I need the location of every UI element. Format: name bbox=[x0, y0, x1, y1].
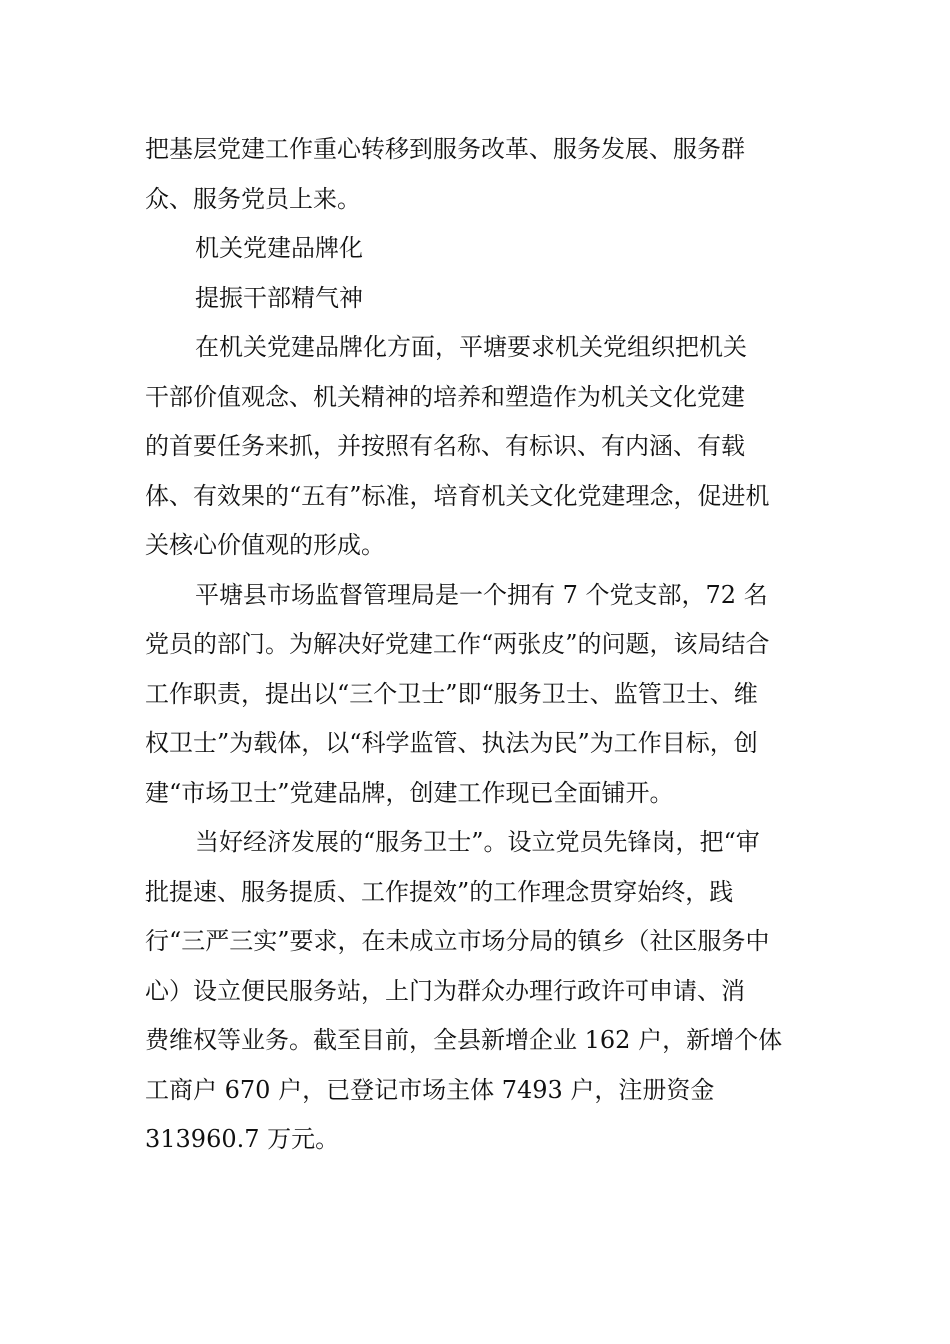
heading-line: 机关党建品牌化 bbox=[195, 234, 363, 262]
text-line: 干部价值观念、机关精神的培养和塑造作为机关文化党建 bbox=[145, 382, 745, 411]
text-line: 批提速、服务提质、工作提效”的工作理念贯穿始终，践 bbox=[145, 877, 734, 906]
text-line: 党员的部门。为解决好党建工作“两张皮”的问题，该局结合 bbox=[145, 630, 770, 658]
text-line: 心）设立便民服务站，上门为群众办理行政许可申请、消 bbox=[145, 976, 745, 1005]
text-line: 众、服务党员上来。 bbox=[145, 184, 361, 213]
text-line: 当好经济发展的“服务卫士”。设立党员先锋岗，把“审 bbox=[195, 828, 760, 856]
text-line: 费维权等业务。截至目前，全县新增企业 162 户，新增个体 bbox=[145, 1026, 783, 1054]
text-line: 体、有效果的“五有”标准，培育机关文化党建理念，促进机 bbox=[145, 481, 770, 510]
document-body bbox=[145, 125, 810, 1165]
text-line: 的首要任务来抓，并按照有名称、有标识、有内涵、有载 bbox=[145, 432, 745, 460]
paragraph bbox=[145, 323, 810, 571]
text-line: 工商户 670 户，已登记市场主体 7493 户，注册资金 bbox=[145, 1075, 715, 1104]
text-line: 313960.7 万元。 bbox=[145, 1125, 340, 1153]
section-heading bbox=[145, 274, 810, 324]
heading-line: 提振干部精气神 bbox=[195, 283, 363, 312]
text-line: 建“市场卫士”党建品牌，创建工作现已全面铺开。 bbox=[145, 778, 674, 807]
text-line: 把基层党建工作重心转移到服务改革、服务发展、服务群 bbox=[145, 135, 745, 163]
section-heading bbox=[145, 224, 810, 274]
paragraph bbox=[145, 818, 810, 1165]
text-line: 行“三严三实”要求，在未成立市场分局的镇乡（社区服务中 bbox=[145, 927, 770, 955]
text-line: 在机关党建品牌化方面，平塘要求机关党组织把机关 bbox=[195, 333, 747, 361]
paragraph bbox=[145, 125, 810, 224]
text-line: 关核心价值观的形成。 bbox=[145, 531, 385, 559]
text-line: 权卫士”为载体，以“科学监管、执法为民”为工作目标，创 bbox=[145, 729, 758, 757]
paragraph bbox=[145, 571, 810, 819]
text-line: 平塘县市场监督管理局是一个拥有 7 个党支部，72 名 bbox=[195, 580, 768, 609]
text-line: 工作职责，提出以“三个卫士”即“服务卫士、监管卫士、维 bbox=[145, 679, 758, 708]
